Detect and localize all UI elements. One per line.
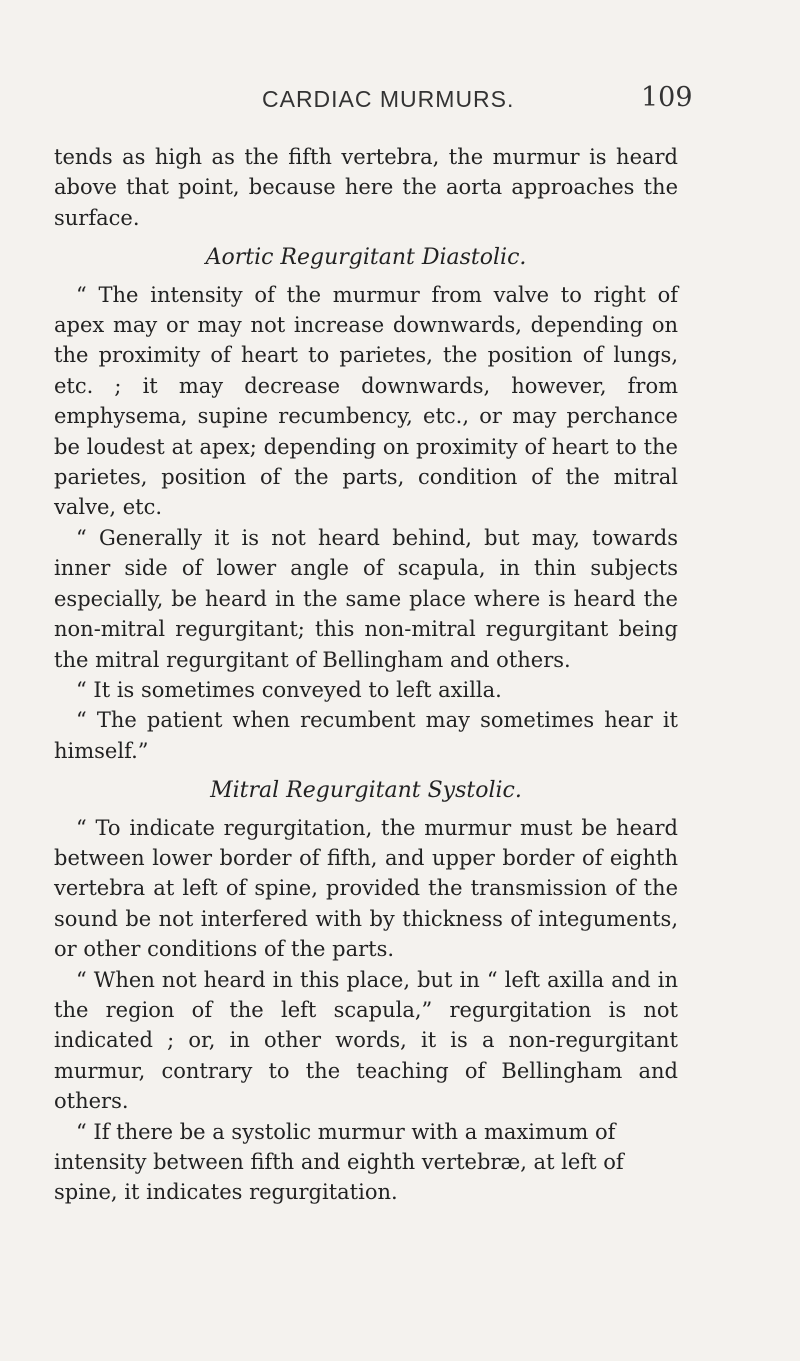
paragraph: “ The intensity of the murmur from valve to right of apex may or may not increase downwards, depending on the proximity of heart to parietes, the position of lungs, etc. ; it may decrease downwards, however, from emphysema, supine recumbency, etc., or may perchance be loudest at apex; depending on proximity of heart to the parietes, position of the parts, condition of the mitral valve, etc. <box>54 282 678 520</box>
running-head: CARDIAC MURMURS. <box>262 86 515 112</box>
paragraph: “ It is sometimes conveyed to left axilla. <box>76 677 502 702</box>
paragraph: “ When not heard in this place, but in “ left axilla and in the region of the left scapula,” regurgitation is not indicated ; or, in other words, it is a non-regurgitant murmur, contrary to the teaching of Bellingham and others. <box>54 967 678 1114</box>
page-number: 109 <box>641 82 693 113</box>
paragraph: “ Generally it is not heard behind, but may, towards inner side of lower angle of scapula, in thin subjects especially, be heard in the same place where is heard the non-mitral regurgitant; this non-mitral regurgitant being the mitral regurgitant of Bellingham and others. <box>54 525 678 672</box>
paragraph: “ The patient when recumbent may sometimes hear it himself.” <box>54 708 678 763</box>
paragraph-continuation: tends as high as the fifth vertebra, the murmur is heard above that point, because here the aorta approaches the surface. <box>54 145 678 230</box>
page-header <box>0 82 800 126</box>
body-text <box>54 142 678 1208</box>
paragraph: “ To indicate regurgitation, the murmur must be heard between lower border of fifth, and upper border of eighth vertebra at left of spine, provided the transmission of the sound be not interfered with by thickness of integuments, or other conditions of the parts. <box>54 815 678 962</box>
section-heading-mitral-regurgitant: Mitral Regurgitant Systolic. <box>210 778 522 804</box>
section-heading-aortic-regurgitant: Aortic Regurgitant Diastolic. <box>205 245 527 271</box>
paragraph: “ If there be a systolic murmur with a maximum of intensity between fifth and eighth vertebræ, at left of spine, it indicates regurgitation. <box>54 1119 624 1205</box>
